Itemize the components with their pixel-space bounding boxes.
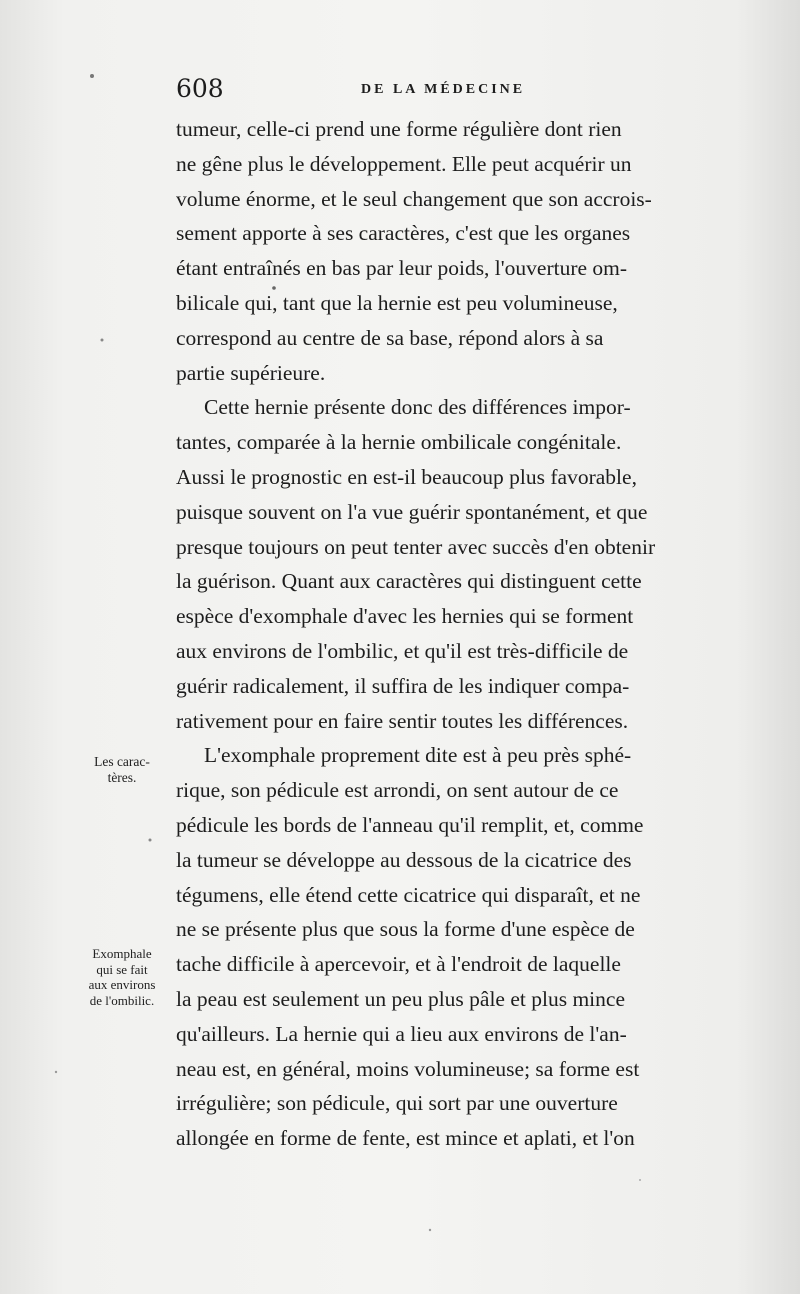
text-line: partie supérieure. bbox=[176, 360, 326, 385]
margin-note-line: Exomphale bbox=[92, 946, 152, 961]
running-title: DE LA MÉDECINE bbox=[361, 82, 526, 97]
text-line: neau est, en général, moins volumineuse; sa forme est bbox=[176, 1056, 640, 1081]
speck bbox=[55, 1071, 57, 1073]
text-line: tache difficile à apercevoir, et à l'endroit de laquelle bbox=[176, 952, 621, 977]
margin-note-line: de l'ombilic. bbox=[89, 992, 155, 1008]
text-line: guérir radicalement, il suffira de les indiquer compa- bbox=[176, 673, 630, 698]
text-line: correspond au centre de sa base, répond alors à sa bbox=[176, 325, 604, 350]
text-line: rativement pour en faire sentir toutes les différences. bbox=[176, 708, 629, 733]
text-line: ne se présente plus que sous la forme d'une espèce de bbox=[176, 917, 635, 942]
text-line: tantes, comparée à la hernie ombilicale congénitale. bbox=[176, 430, 622, 455]
speck bbox=[90, 74, 94, 78]
text-line: Aussi le prognostic en est-il beaucoup plus favorable, bbox=[176, 464, 637, 489]
margin-note-line: aux environs bbox=[88, 977, 156, 992]
margin-note-line: tères. bbox=[107, 770, 137, 785]
text-line: allongée en forme de fente, est mince et aplati, et l'on bbox=[176, 1126, 635, 1151]
page-header bbox=[176, 74, 776, 106]
speck bbox=[639, 1179, 641, 1181]
text-line: sement apporte à ses caractères, c'est que les organes bbox=[176, 221, 631, 246]
body-text bbox=[176, 112, 776, 1156]
text-line: rique, son pédicule est arrondi, on sent autour de ce bbox=[176, 778, 619, 803]
text-line: tégumens, elle étend cette cicatrice qui disparaît, et ne bbox=[176, 882, 641, 907]
text-line: irrégulière; son pédicule, qui sort par une ouverture bbox=[176, 1091, 618, 1116]
text-line: la tumeur se développe au dessous de la cicatrice des bbox=[176, 847, 632, 872]
text-line: ne gêne plus le développement. Elle peut acquérir un bbox=[176, 151, 632, 176]
text-line: presque toujours on peut tenter avec succès d'en obtenir bbox=[176, 534, 656, 559]
margin-note-line: Les carac- bbox=[94, 754, 150, 769]
margin-note-line: qui se fait bbox=[96, 961, 148, 977]
speck bbox=[429, 1229, 431, 1231]
text-line: puisque souvent on l'a vue guérir spontanément, et que bbox=[176, 499, 648, 524]
text-line: espèce d'exomphale d'avec les hernies qui se forment bbox=[176, 604, 634, 629]
speck bbox=[101, 339, 104, 342]
text-line: volume énorme, et le seul changement que son accrois- bbox=[176, 186, 652, 211]
margin-note-caracteres bbox=[62, 754, 182, 786]
text-line: L'exomphale proprement dite est à peu près sphé- bbox=[204, 743, 632, 768]
text-line: qu'ailleurs. La hernie qui a lieu aux environs de l'an- bbox=[176, 1021, 627, 1046]
text-line: Cette hernie présente donc des différences impor- bbox=[204, 395, 631, 420]
margin-note-exomphale bbox=[62, 946, 182, 1008]
page-number: 608 bbox=[176, 74, 224, 103]
text-line: la guérison. Quant aux caractères qui distinguent cette bbox=[176, 569, 642, 594]
text-line: tumeur, celle-ci prend une forme régulière dont rien bbox=[176, 117, 622, 141]
text-line: aux environs de l'ombilic, et qu'il est très-difficile de bbox=[176, 638, 629, 663]
text-line: la peau est seulement un peu plus pâle et plus mince bbox=[176, 986, 625, 1011]
text-line: bilicale qui, tant que la hernie est peu volumineuse, bbox=[176, 290, 618, 315]
text-line: étant entraînés en bas par leur poids, l'ouverture om- bbox=[176, 256, 628, 281]
speck bbox=[149, 839, 152, 842]
text-line: pédicule les bords de l'anneau qu'il remplit, et, comme bbox=[176, 812, 644, 837]
